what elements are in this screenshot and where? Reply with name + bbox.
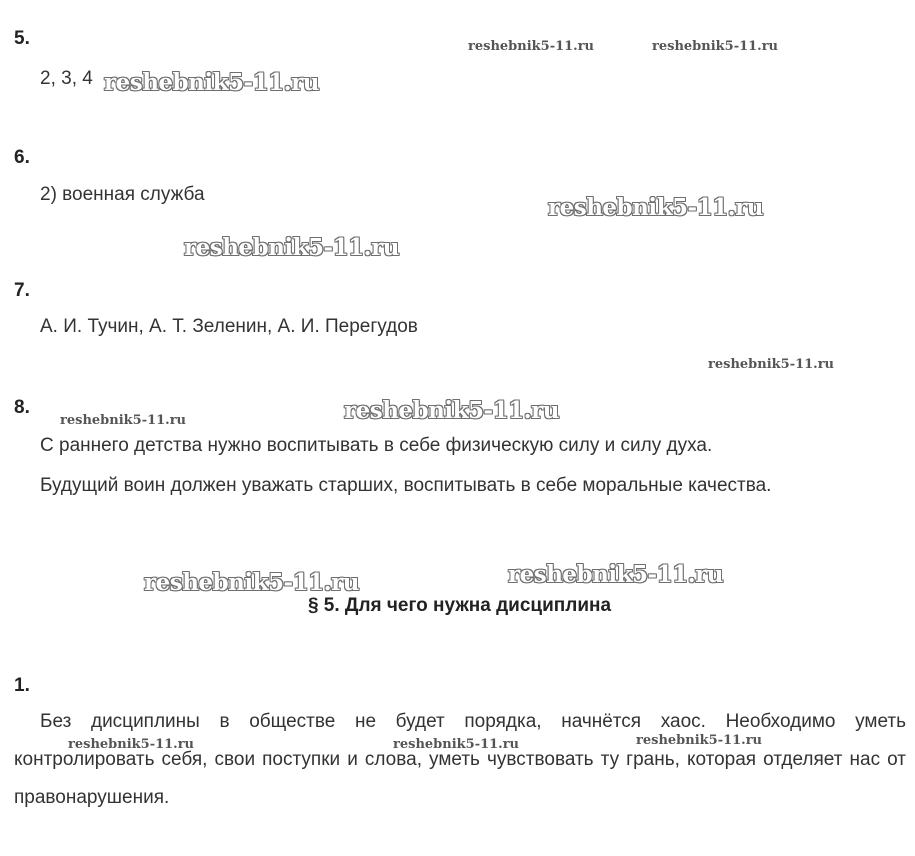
answer-6: 2) военная служба <box>40 184 205 205</box>
question-number-6: 6. <box>14 147 30 168</box>
watermark: reshebnik5-11.ru <box>344 397 559 424</box>
section-title: § 5. Для чего нужна дисциплина <box>307 595 612 616</box>
watermark: reshebnik5-11.ru <box>548 194 763 221</box>
section-answer-1: Без дисциплины в обществе не будет порядка, начнётся хаос. Необходимо уметь контролировать себя, свои поступки и слова, уметь чувствовать ту грань, которая отделяет нас от правонарушения. <box>14 711 906 808</box>
watermark: reshebnik5-11.ru <box>636 733 763 748</box>
section-question-number-1: 1. <box>14 675 30 696</box>
watermark: reshebnik5-11.ru <box>144 569 359 596</box>
answer-5: 2, 3, 4 <box>40 68 93 89</box>
answer-8-paragraph-2: Будущий воин должен уважать старших, воспитывать в себе моральные качества. <box>40 475 772 496</box>
answer-7: А. И. Тучин, А. Т. Зеленин, А. И. Перегудов <box>40 316 418 337</box>
watermark: reshebnik5-11.ru <box>68 737 195 752</box>
watermark: reshebnik5-11.ru <box>104 69 319 96</box>
watermark: reshebnik5-11.ru <box>468 39 595 54</box>
watermark: reshebnik5-11.ru <box>652 39 779 54</box>
question-number-5: 5. <box>14 28 30 49</box>
watermark: reshebnik5-11.ru <box>60 413 187 428</box>
question-number-8: 8. <box>14 397 30 418</box>
watermark: reshebnik5-11.ru <box>393 737 520 752</box>
question-number-7: 7. <box>14 280 30 301</box>
watermark: reshebnik5-11.ru <box>184 234 399 261</box>
watermark: reshebnik5-11.ru <box>508 561 723 588</box>
watermark: reshebnik5-11.ru <box>708 357 835 372</box>
answer-8-paragraph-1: С раннего детства нужно воспитывать в себе физическую силу и силу духа. <box>40 435 713 456</box>
